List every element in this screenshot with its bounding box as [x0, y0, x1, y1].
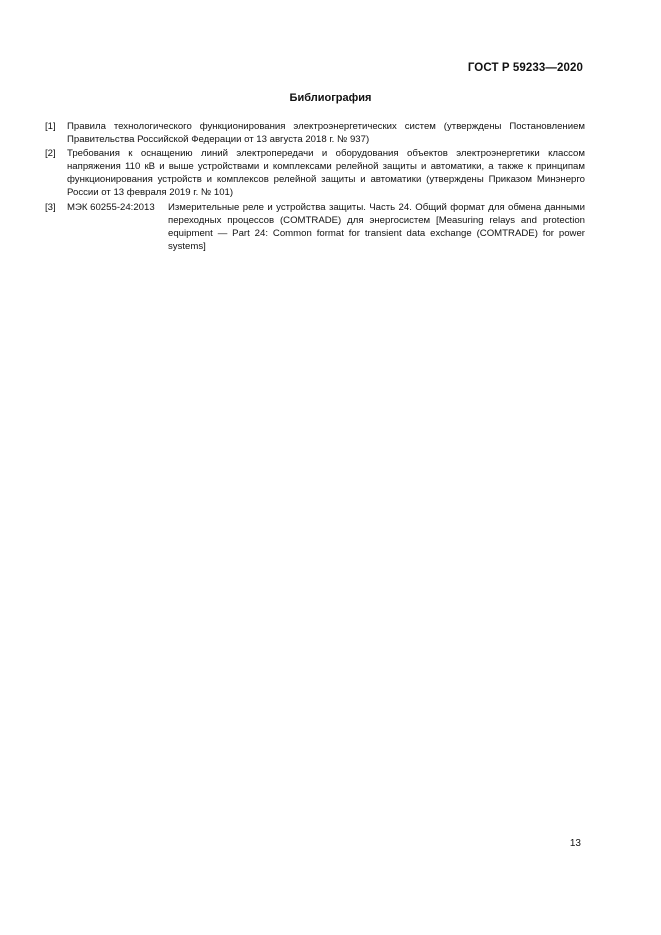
bibliography-item: [45, 120, 585, 146]
document-code: ГОСТ Р 59233—2020: [467, 62, 583, 74]
page-number: 13: [569, 838, 581, 849]
section-title: Библиография: [289, 92, 372, 104]
bibliography-item: [45, 147, 585, 199]
reference-text: Требования к оснащению линий электропередачи и оборудования объектов электроэнергетики классом напряжения 110 кВ и выше устройствами и комплексами релейной защиты и автоматики, а также к принципам функционирования устройств и комплексов релейной защиты и автоматики (утверждены Приказом Минэнерго России от 13 февраля 2019 г. № 101): [67, 148, 585, 199]
bibliography-list: [45, 120, 585, 254]
reference-text: Правила технологического функционирования электроэнергетических систем (утверждены Постановлением Правительства Российской Федерации от 13 августа 2018 г. № 937): [67, 121, 585, 146]
reference-number: [1]: [45, 121, 56, 132]
reference-text: Измерительные реле и устройства защиты. Часть 24. Общий формат для обмена данными переходных процессов (COMTRADE) для энергосистем [Measuring relays and protection equipment — Part 24: Common format for transient data exchange (COMTRADE) for power systems]: [168, 201, 585, 252]
reference-standard-code: МЭК 60255-24:2013: [67, 201, 155, 213]
bibliography-item: [45, 201, 585, 253]
reference-number: [2]: [45, 148, 56, 160]
reference-number: [3]: [45, 201, 56, 213]
